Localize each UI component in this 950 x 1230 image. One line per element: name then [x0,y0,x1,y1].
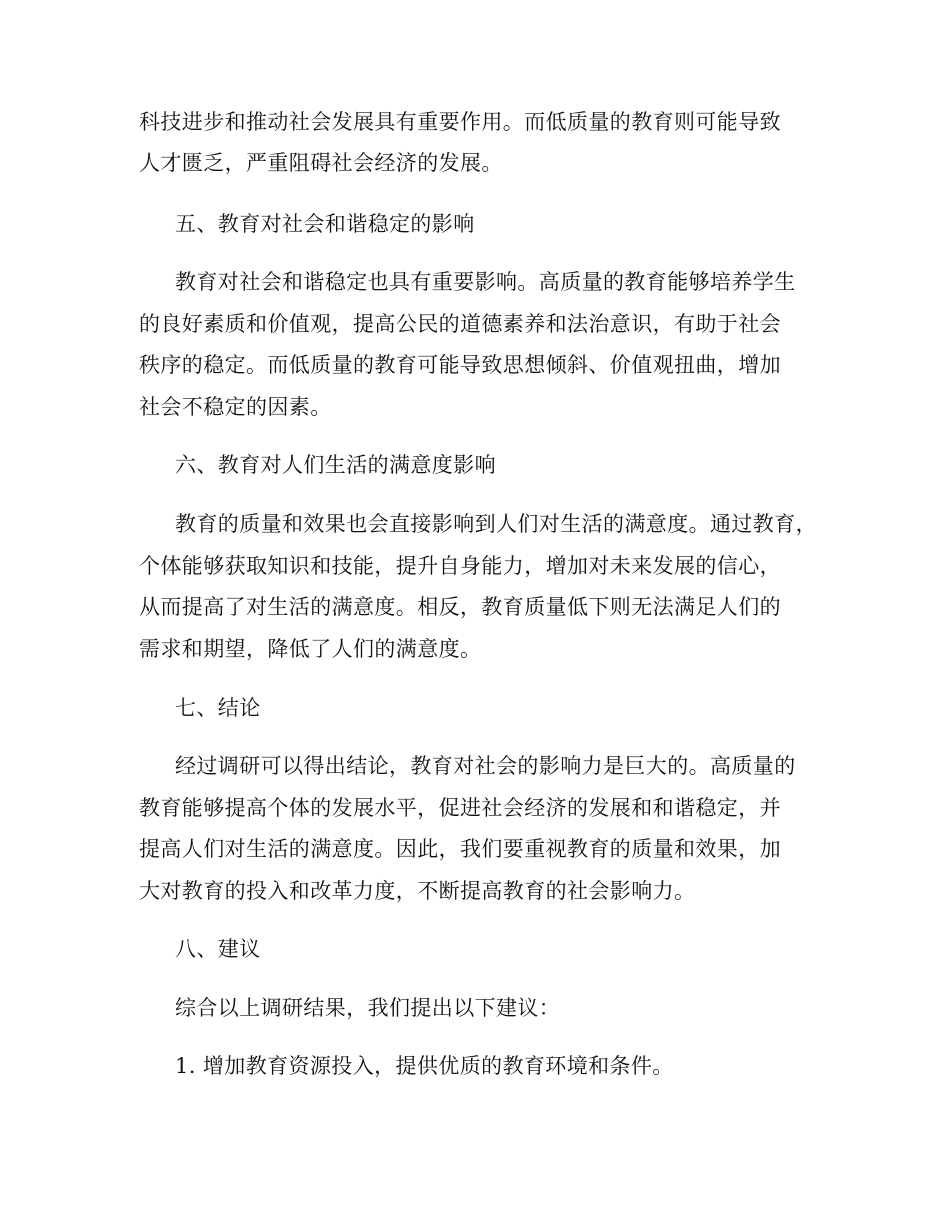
paragraph-line: 秩序的稳定。而低质量的教育可能导致思想倾斜、价值观扭曲，增加 [139,353,781,377]
paragraph-line: 个体能够获取知识和技能，提升自身能力，增加对未来发展的信心， [139,554,781,578]
paragraph-line: 提高人们对生活的满意度。因此，我们要重视教育的质量和效果，加 [139,837,781,861]
paragraph-line: 经过调研可以得出结论，教育对社会的影响力是巨大的。高质量的 [175,754,796,778]
section-heading: 八、建议 [175,937,261,961]
paragraph-line: 从而提高了对生活的满意度。相反，教育质量低下则无法满足人们的 [139,595,781,619]
section-heading: 六、教育对人们生活的满意度影响 [175,453,496,477]
paragraph-line: 教育能够提高个体的发展水平，促进社会经济的发展和和谐稳定，并 [139,796,781,820]
list-item: 1. 增加教育资源投入，提供优质的教育环境和条件。 [175,1054,674,1078]
paragraph-line: 大对教育的投入和改革力度，不断提高教育的社会影响力。 [139,879,696,903]
paragraph-line: 的良好素质和价值观，提高公民的道德素养和法治意识，有助于社会 [139,312,781,336]
paragraph-line: 科技进步和推动社会发展具有重要作用。而低质量的教育则可能导致 [139,110,781,134]
paragraph-line: 综合以上调研结果，我们提出以下建议： [175,996,561,1020]
section-heading: 七、结论 [175,696,261,720]
paragraph-line: 教育对社会和谐稳定也具有重要影响。高质量的教育能够培养学生 [175,270,796,294]
paragraph-line: 教育的质量和效果也会直接影响到人们对生活的满意度。通过教育， [175,512,817,536]
paragraph-line: 需求和期望，降低了人们的满意度。 [139,637,482,661]
paragraph-line: 社会不稳定的因素。 [139,395,332,419]
section-heading: 五、教育对社会和谐稳定的影响 [175,212,475,236]
paragraph-line: 人才匮乏，严重阻碍社会经济的发展。 [139,151,503,175]
